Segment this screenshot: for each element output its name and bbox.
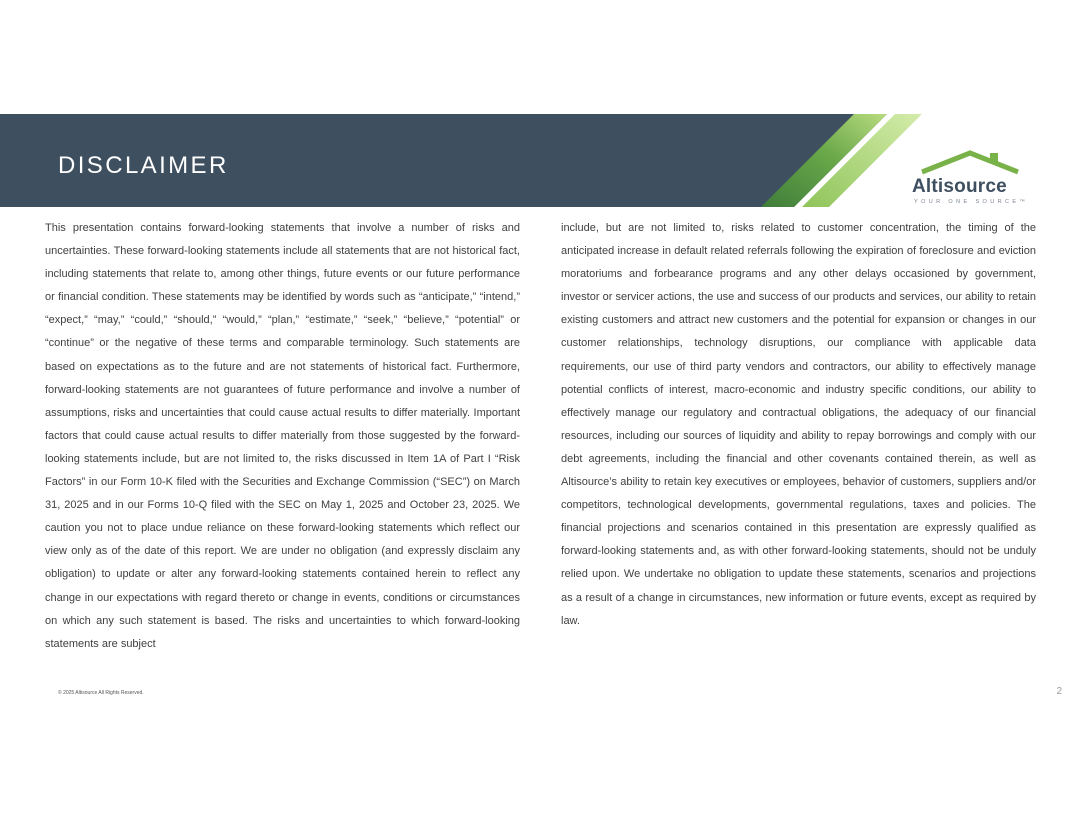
slide-title: DISCLAIMER bbox=[58, 152, 229, 179]
page-number: 2 bbox=[1056, 686, 1062, 697]
logo-tagline: YOUR ONE SOURCE™ bbox=[914, 199, 1029, 205]
copyright-notice: © 2025 Altisource All Rights Reserved. bbox=[58, 690, 144, 696]
house-roof-icon bbox=[918, 150, 1022, 176]
disclaimer-text-right-column: include, but are not limited to, risks related to customer concentration, the timing of the anticipated increase in default related referrals following the expiration of foreclosure and eviction moratoriums and forbearance programs and any other delays occasioned by government, investor or servicer actions, the use and success of our products and services, our ability to retain existing customers and attract new customers and the potential for expansion or changes in our customer relationships, technology disruptions, our compliance with applicable data requirements, our use of third party vendors and contractors, our ability to effectively manage potential conflicts of interest, macro-economic and industry specific conditions, our ability to effectively manage our regulatory and contractual obligations, the adequacy of our financial resources, including our sources of liquidity and ability to repay borrowings and comply with our debt agreements, including the financial and other covenants contained therein, as well as Altisource’s ability to retain key executives or employees, behavior of customers, suppliers and/or competitors, technological developments, governmental regulations, taxes and policies. The financial projections and scenarios contained in this presentation are expressly qualified as forward-looking statements and, as with other forward-looking statements, should not be unduly relied upon. We undertake no obligation to update these statements, scenarios and projections as a result of a change in circumstances, new information or future events, except as required by law. bbox=[561, 222, 1036, 627]
logo-wordmark: Altisource bbox=[912, 176, 1007, 197]
altisource-logo bbox=[906, 150, 1036, 206]
disclaimer-text-left-column: This presentation contains forward-looking statements that involve a number of risks and uncertainties. These forward-looking statements include all statements that are not historical fact, including statements that relate to, among other things, future events or our future performance or financial condition. These statements may be identified by words such as “anticipate,” “intend,” “expect,” “may,” “could,” “should,” “would,” “plan,” “estimate,” “seek,” “believe,” “potential” or “continue” or the negative of these terms and comparable terminology. Such statements are based on expectations as to the future and are not statements of historical fact. Furthermore, forward-looking statements are not guarantees of future performance and involve a number of assumptions, risks and uncertainties that could cause actual results to differ materially. Important factors that could cause actual results to differ materially from those suggested by the forward-looking statements include, but are not limited to, the risks discussed in Item 1A of Part I “Risk Factors” in our Form 10-K filed with the Securities and Exchange Commission (“SEC”) on March 31, 2025 and in our Forms 10-Q filed with the SEC on May 1, 2025 and October 23, 2025. We caution you not to place undue reliance on these forward-looking statements which reflect our view only as of the date of this report. We are under no obligation (and expressly disclaim any obligation) to update or alter any forward-looking statements contained herein to reflect any change in our expectations with regard thereto or change in events, conditions or circumstances on which any such statement is based. The risks and uncertainties to which forward-looking statements are subject bbox=[45, 222, 520, 650]
